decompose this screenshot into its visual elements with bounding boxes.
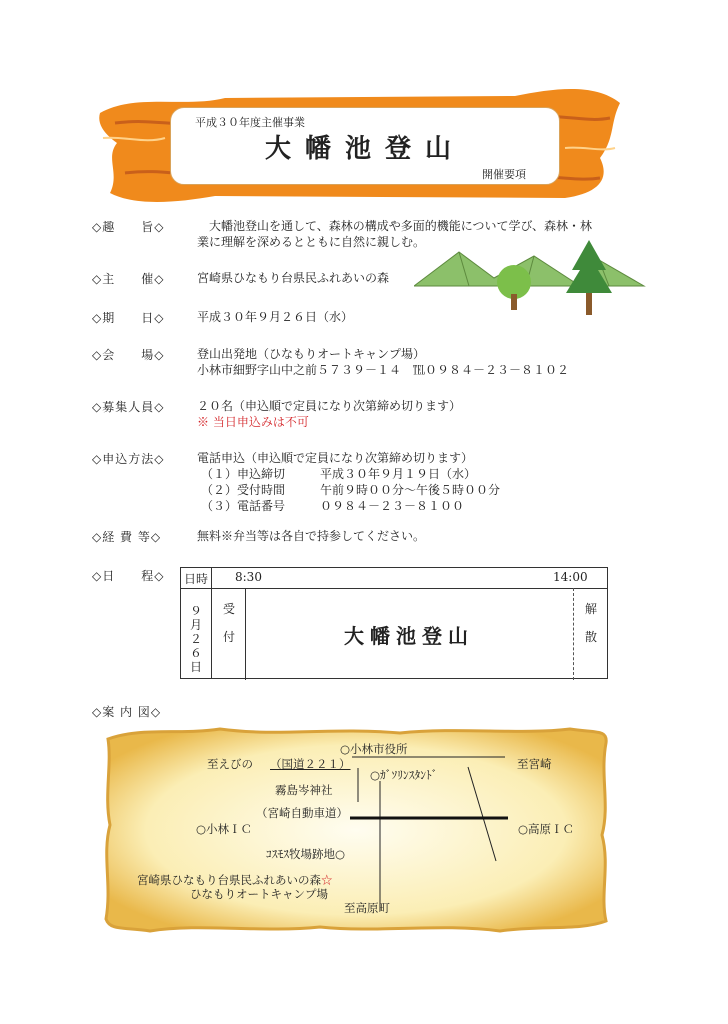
dismiss-label: 解 散: [584, 602, 597, 644]
start-time: 8:30: [235, 570, 262, 584]
kobayashi-ic: ○小林ＩＣ: [196, 822, 253, 836]
date-value: 平成３０年９月２６日（水）: [197, 310, 354, 324]
apply-item-2-value: 午前９時００分～午後５時００分: [320, 483, 501, 497]
capacity-label: ◇募集人員◇: [92, 400, 165, 414]
apply-label: ◇申込方法◇: [92, 452, 165, 466]
venue-line2: 小林市細野字山中之前５７３９－１４ ℡０９８４－２３－８１０２: [197, 363, 570, 377]
expressway: （宮崎自動車道）: [256, 806, 348, 820]
schedule-event: 大幡池登山: [344, 624, 474, 648]
cosmos-farm: ｺｽﾓｽ牧場跡地○: [266, 847, 346, 861]
schedule-label: ◇日 程◇: [92, 569, 165, 583]
venue-line1: 登山出発地（ひなもりオートキャンプ場）: [197, 347, 426, 361]
schedule-table: [180, 567, 608, 679]
apply-line1: 電話申込（申込順で定員になり次第締め切ります）: [197, 451, 474, 465]
schedule-date: ９ 月 ２ ６ 日: [189, 604, 202, 674]
end-time: 14:00: [553, 570, 588, 584]
time-header: 日時: [184, 572, 209, 586]
shrine: 霧島岑神社: [275, 783, 333, 797]
capacity-note: ※ 当日申込みは不可: [197, 415, 309, 429]
purpose-label: ◇趣 旨◇: [92, 220, 165, 234]
host-value: 宮崎県ひなもり台県民ふれあいの森: [197, 271, 390, 285]
star-icon: ☆: [321, 873, 333, 887]
host-label: ◇主 催◇: [92, 272, 165, 286]
purpose-line2: 業に理解を深めるとともに自然に親しむ。: [197, 235, 426, 249]
cost-label: ◇経 費 等◇: [92, 530, 162, 544]
page-title: 大幡池登山: [264, 134, 465, 164]
auto-camp: ひなもりオートキャンプ場: [190, 887, 328, 901]
to-ebino: 至えびの: [207, 757, 253, 771]
forest-destination: 宮崎県ひなもり台県民ふれあいの森☆: [137, 873, 333, 887]
sponsor-text: 平成３０年度主催事業: [195, 116, 305, 129]
takaharu-ic: ○高原ＩＣ: [518, 822, 575, 836]
venue-label: ◇会 場◇: [92, 348, 165, 362]
reception-label: 受 付: [222, 602, 235, 644]
subtitle: 開催要項: [482, 168, 526, 181]
apply-item-1-value: 平成３０年９月１９日（水）: [320, 467, 477, 481]
date-label: ◇期 日◇: [92, 311, 165, 325]
route-221: （国道２２１）: [270, 757, 351, 771]
apply-item-2-label: （２）受付時間: [201, 483, 286, 497]
city-hall: ○小林市役所: [340, 742, 408, 756]
apply-item-1-label: （１）申込締切: [201, 467, 286, 481]
mountains-icon: [414, 238, 664, 320]
to-takaharu: 至高原町: [344, 901, 390, 915]
to-miyazaki: 至宮崎: [517, 757, 552, 771]
capacity-line1: ２０名（申込順で定員になり次第締め切ります）: [197, 399, 462, 413]
map-label: ◇案 内 図◇: [92, 705, 162, 719]
purpose-line1: 大幡池登山を通して、森林の構成や多面的機能について学び、森林・林: [209, 219, 593, 233]
gas-station: ○ｶﾞｿﾘﾝｽﾀﾝﾄﾞ: [370, 768, 438, 782]
apply-item-3-label: （３）電話番号: [201, 499, 286, 513]
apply-item-3-value: ０９８４－２３－８１００: [320, 499, 465, 513]
cost-value: 無料※弁当等は各自で持参してください。: [197, 529, 426, 543]
